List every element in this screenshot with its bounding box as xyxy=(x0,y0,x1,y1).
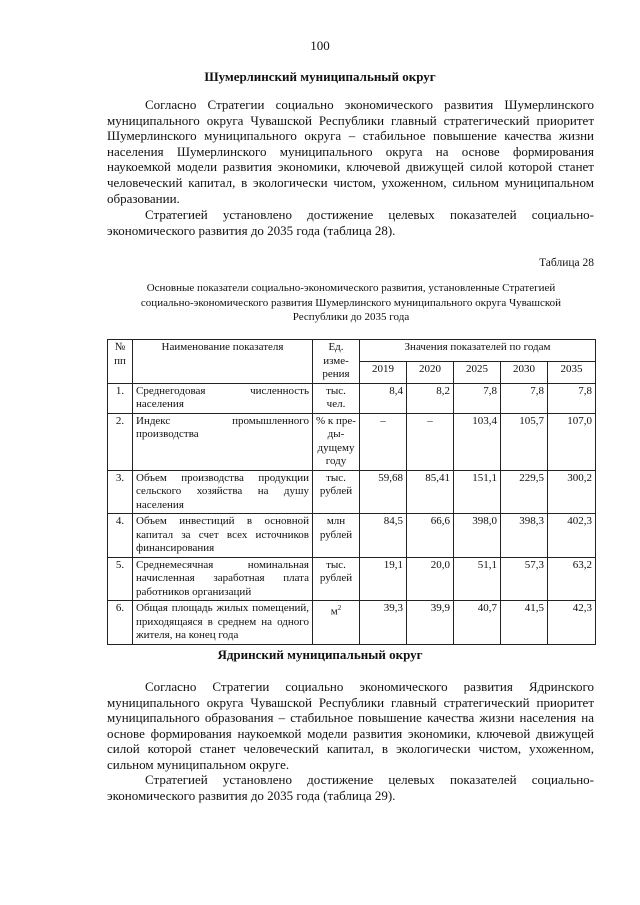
row-value: 103,4 xyxy=(454,413,501,470)
section-heading-yadrinsky: Ядринский муниципальный округ xyxy=(217,647,423,662)
row-unit: % к пре-ды-дущему году xyxy=(313,413,360,470)
row-value: 7,8 xyxy=(454,383,501,413)
header-year: 2020 xyxy=(407,361,454,383)
header-num: № пп xyxy=(108,340,133,384)
table-header-row xyxy=(108,340,596,362)
table-row xyxy=(108,470,596,514)
row-value: 39,3 xyxy=(360,601,407,645)
row-value: 398,3 xyxy=(501,514,548,558)
row-unit: тыс. чел. xyxy=(313,383,360,413)
row-value: 7,8 xyxy=(501,383,548,413)
row-value: 8,2 xyxy=(407,383,454,413)
row-name: Общая площадь жилых помещений, приходящаяся в среднем на одного жителя, на конец года xyxy=(133,601,313,645)
row-name: Индекс промышленного производства xyxy=(133,413,313,470)
table-caption-line: Республики до 2035 года xyxy=(292,311,410,324)
header-year: 2025 xyxy=(454,361,501,383)
row-value: 402,3 xyxy=(548,514,596,558)
paragraph-targets-shumerlinsky: Стратегией установлено достижение целевых показателей социально-экономического развития до 2035 года (таблица 28). xyxy=(107,207,594,238)
row-unit: млн рублей xyxy=(313,514,360,558)
row-name: Объем производства продукции сельского хозяйства на душу населения xyxy=(133,470,313,514)
row-value: – xyxy=(407,413,454,470)
row-value: 39,9 xyxy=(407,601,454,645)
row-value: 42,3 xyxy=(548,601,596,645)
row-value: 107,0 xyxy=(548,413,596,470)
section-heading-shumerlinsky: Шумерлинский муниципальный округ xyxy=(204,69,436,84)
row-value: 20,0 xyxy=(407,557,454,601)
page-number: 100 xyxy=(310,38,330,53)
table-row xyxy=(108,557,596,601)
header-name: Наименование показателя xyxy=(133,340,313,384)
header-year: 2035 xyxy=(548,361,596,383)
row-name: Среднегодовая численность населения xyxy=(133,383,313,413)
unit-text: м xyxy=(330,605,338,618)
row-value: 19,1 xyxy=(360,557,407,601)
table-caption-line: социально-экономического развития Шумерлинского муниципального округа Чувашской xyxy=(140,296,562,309)
table-label: Таблица 28 xyxy=(539,257,594,269)
row-value: 85,41 xyxy=(407,470,454,514)
paragraph-targets-yadrinsky: Стратегией установлено достижение целевых показателей социально-экономического развития до 2035 года (таблица 29). xyxy=(107,772,594,803)
table-row xyxy=(108,601,596,645)
row-num: 3. xyxy=(108,470,133,514)
row-value: 8,4 xyxy=(360,383,407,413)
header-unit: Ед. изме-рения xyxy=(313,340,360,384)
paragraph-strategy-yadrinsky: Согласно Стратегии социально экономического развития Ядринского муниципального округа Чувашской Республики главный стратегический приоритет муниципального образования – стабильное повышение качества жизни населения на основе формирования наукоемкой модели развития экономики, ключевой движущей силой которой станет человеческий капитал, в экологически чистом, ухоженном, сильном муниципальном округе. xyxy=(107,679,594,772)
table-row xyxy=(108,413,596,470)
header-year: 2019 xyxy=(360,361,407,383)
row-value: 229,5 xyxy=(501,470,548,514)
row-unit: тыс. рублей xyxy=(313,470,360,514)
row-value: 151,1 xyxy=(454,470,501,514)
row-value: 57,3 xyxy=(501,557,548,601)
row-value: 41,5 xyxy=(501,601,548,645)
row-value: 66,6 xyxy=(407,514,454,558)
row-value: 59,68 xyxy=(360,470,407,514)
table-caption xyxy=(110,281,592,325)
row-value: – xyxy=(360,413,407,470)
row-num: 5. xyxy=(108,557,133,601)
row-value: 84,5 xyxy=(360,514,407,558)
row-value: 40,7 xyxy=(454,601,501,645)
row-name: Объем инвестиций в основной капитал за счет всех источников финансирования xyxy=(133,514,313,558)
header-year: 2030 xyxy=(501,361,548,383)
row-value: 63,2 xyxy=(548,557,596,601)
row-num: 1. xyxy=(108,383,133,413)
row-name: Среднемесячная номинальная начисленная заработная плата работников организаций xyxy=(133,557,313,601)
row-value: 105,7 xyxy=(501,413,548,470)
unit-superscript: 2 xyxy=(337,604,342,612)
row-num: 2. xyxy=(108,413,133,470)
indicators-table xyxy=(107,339,596,645)
row-unit xyxy=(313,601,360,645)
header-values-group: Значения показателей по годам xyxy=(360,340,596,362)
table-row xyxy=(108,383,596,413)
table-caption-line: Основные показатели социально-экономического развития, установленные Стратегией xyxy=(146,282,556,294)
row-value: 300,2 xyxy=(548,470,596,514)
row-value: 51,1 xyxy=(454,557,501,601)
row-value: 7,8 xyxy=(548,383,596,413)
table-row xyxy=(108,514,596,558)
paragraph-strategy-shumerlinsky: Согласно Стратегии социально экономического развития Шумерлинского муниципального округа Чувашской Республики главный стратегический приоритет Шумерлинского муниципального округа – стабильное повышение качества жизни населения Шумерлинского муниципального округа на основе формирования наукоемкой модели развития экономики, ключевой движущей силой которой станет человеческий капитал, в экологически чистом, ухоженном, сильном муниципальном образовании. xyxy=(107,97,594,206)
row-unit: тыс. рублей xyxy=(313,557,360,601)
row-value: 398,0 xyxy=(454,514,501,558)
row-num: 4. xyxy=(108,514,133,558)
row-num: 6. xyxy=(108,601,133,645)
